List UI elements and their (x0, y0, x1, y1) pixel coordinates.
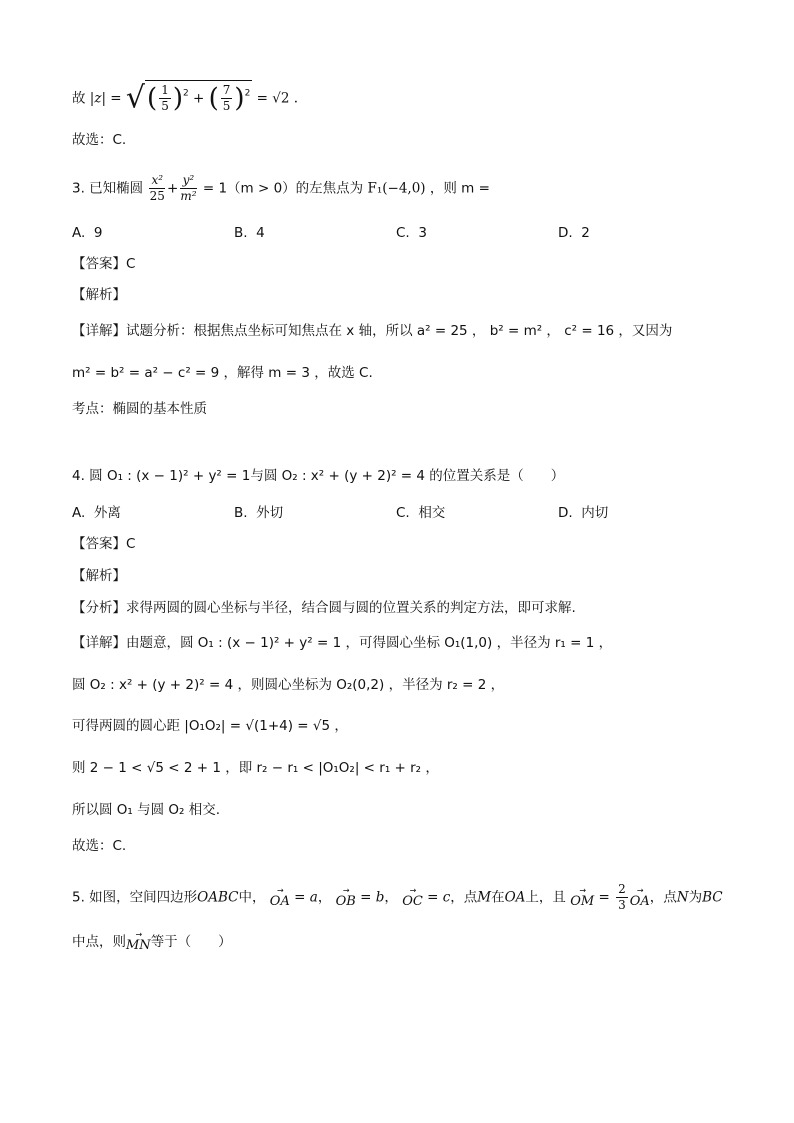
sqrt-body: ( $\frac{1}{5}$ )$^2$ + ( $\frac{7}{5}$ )$^2$ (145, 80, 252, 114)
q5-stem-line1: 5. 如图，空间四边形OABC中， → OA = a， → OB = b， → OC = c，点M在OA上，且 → OM = $\frac{2}{3}$ → OA ，点N为BC (72, 882, 723, 912)
q3-answer: 【答案】C (72, 256, 136, 272)
q3-option-d: D. 2 (558, 225, 590, 241)
fraction-x2-25: $\frac{\text{x²}}{25}$ (149, 173, 165, 203)
q4-detail-4: 则 2 − 1 < √5 < 2 + 1 ，即 r₂ − r₁ < |O₁O₂| < r₁ + r₂ ， (72, 760, 439, 776)
fraction-2-3: $\frac{2}{3}$ (618, 882, 626, 912)
fraction-1-5: $\frac{1}{5}$ (161, 83, 169, 113)
vector-oa-2: → OA (629, 885, 650, 909)
vector-om: → OM (570, 885, 595, 909)
q2-answer: 故选：C. (72, 132, 127, 148)
q3-detail-1: 【详解】试题分析：根据焦点坐标可知焦点在 x 轴，所以 a² = 25 ， b² = m² ， c² = 16 ，又因为 (72, 323, 673, 339)
q3-stem: 3. 已知椭圆 $\frac{\text{x²}}{25}$ + $\frac{\text{y²}}{\text{m²}}$ = 1（m > 0）的左焦点为 F₁(−4,0) ，则 m = (72, 173, 490, 203)
q3-condition: = 1（m > 0）的左焦点为 (202, 180, 364, 197)
q2-modulus-line (72, 80, 298, 114)
q3-analysis-tag: 【解析】 (72, 287, 126, 303)
vector-ob: → OB (335, 885, 356, 909)
q3-detail-2: m² = b² = a² − c² = 9 ，解得 m = 3 ，故选 C. (72, 365, 373, 381)
q3-kaodian: 考点：椭圆的基本性质 (72, 401, 207, 417)
q4-option-d: D. 内切 (558, 505, 609, 521)
text-gu: 故 (72, 90, 86, 107)
q4-detail-3: 可得两圆的圆心距 |O₁O₂| = √(1+4) = √5 ， (72, 718, 348, 734)
q4-detail-5: 所以圆 O₁ 与圆 O₂ 相交. (72, 802, 221, 818)
q4-analysis-tag: 【解析】 (72, 568, 126, 584)
q4-stem: 4. 圆 O₁ : (x − 1)² + y² = 1与圆 O₂ : x² + (y + 2)² = 4 的位置关系是（ ） (72, 468, 565, 484)
q4-answer-line: 故选：C. (72, 838, 127, 854)
vector-mn: → MN (126, 930, 151, 953)
q4-option-c: C. 相交 (396, 505, 446, 521)
modulus-expr: |z| = (89, 90, 122, 107)
q4-detail-1: 【详解】由题意，圆 O₁ : (x − 1)² + y² = 1 ，可得圆心坐标 O₁(1,0) ，半径为 r₁ = 1 ， (72, 635, 613, 651)
q4-option-b: B. 外切 (234, 505, 284, 521)
q3-prefix: 3. 已知椭圆 (72, 180, 144, 197)
vector-oa: → OA (269, 885, 290, 909)
q3-option-c: C. 3 (396, 225, 427, 241)
fraction-y2-m2: $\frac{\text{y²}}{\text{m²}}$ (180, 173, 197, 203)
q5-stem-line2: 中点，则 → MN 等于（ ） (72, 930, 232, 953)
q3-ask: ，则 m = (429, 180, 490, 197)
q3-option-b: B. 4 (234, 225, 265, 241)
q4-option-a: A. 外离 (72, 505, 121, 521)
sqrt-sign: √ (125, 80, 146, 116)
q4-detail-2: 圆 O₂ : x² + (y + 2)² = 4 ，则圆心坐标为 O₂(0,2) ，半径为 r₂ = 2 ， (72, 677, 505, 693)
fraction-7-5: $\frac{7}{5}$ (222, 83, 231, 113)
q3-option-a: A. 9 (72, 225, 103, 241)
q3-focus: F₁(−4,0) (367, 180, 426, 197)
quad-name: OABC (197, 889, 239, 906)
q4-fenxi: 【分析】求得两圆的圆心坐标与半径，结合圆与圆的位置关系的判定方法，即可求解. (72, 600, 576, 616)
vector-oc: → OC (402, 885, 423, 909)
q4-answer: 【答案】C (72, 536, 136, 552)
result: = √2 . (256, 90, 298, 107)
